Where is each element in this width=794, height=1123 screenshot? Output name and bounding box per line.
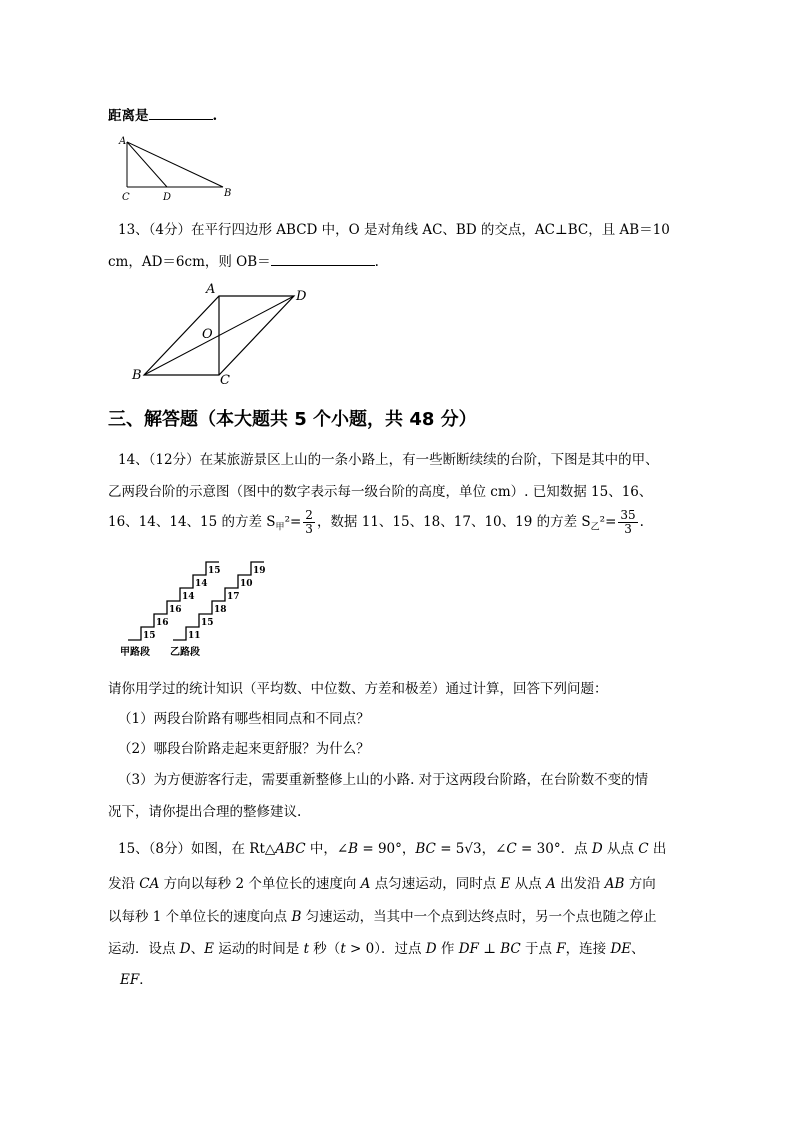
q13-label-d: D xyxy=(296,289,307,304)
q14-sub2: （2）哪段台阶路走起来更舒服？为什么？ xyxy=(118,741,370,757)
q13-line2: cm，AD＝6cm，则 OB＝ . xyxy=(108,250,379,270)
q15-line4: 运动．设点 D、E 运动的时间是 t 秒（t > 0）．过点 D 作 DF ⊥ BC 于点 F，连接 DE、 xyxy=(108,941,645,957)
stairs-jia-path xyxy=(128,562,219,640)
jia-step-6-height: 15 xyxy=(208,566,221,576)
yi-step-2-height: 15 xyxy=(201,618,214,628)
yi-segment-label: 乙路段 xyxy=(170,647,200,658)
jia-step-2-height: 16 xyxy=(156,618,169,628)
q12-edge-ab xyxy=(127,142,223,187)
q14-line2: 乙两段台阶的示意图（图中的数字表示每一级台阶的高度，单位 cm）. 已知数据 15、16、 xyxy=(108,484,653,500)
q12-label-a: A xyxy=(119,136,127,147)
section-3-title: 三、解答题（本大题共 5 个小题，共 48 分） xyxy=(108,409,477,430)
q13-label-a: A xyxy=(206,282,216,297)
jia-segment-label: 甲路段 xyxy=(120,647,150,658)
yi-step-5-height: 10 xyxy=(240,579,253,589)
q13-label-c: C xyxy=(220,373,230,388)
q14-line3: 16、14、14、15 的方差 $S_甲^2=$ $\frac{2}{3}$ ，数据 11、15、18、17、10、19 的方差 $S_乙^2=$ $\frac{35}{3}$ . xyxy=(108,508,644,536)
q14-sub3-line2: 况下，请你提出合理的整修建议. xyxy=(108,804,302,820)
q15-line3: 以每秒 1 个单位长的速度向点 B 匀速运动，当其中一个点到达终点时，另一个点也随之停止 xyxy=(108,909,657,925)
q12-label-c: C xyxy=(122,192,130,203)
q14-sub1: （1）两段台阶路有哪些相同点和不同点？ xyxy=(118,711,370,727)
yi-step-1-height: 11 xyxy=(188,631,201,641)
jia-step-4-height: 14 xyxy=(182,592,195,602)
yi-step-6-height: 19 xyxy=(253,566,266,576)
q15-line1: 15、（8分）如图，在 Rt△ABC 中，∠B = 90°，BC = 5√3，∠C = 30°．点 D 从点 C 出 xyxy=(118,841,667,857)
q14-sub3-line1: （3）为方便游客行走，需要重新整修上山的小路. 对于这两段台阶路，在台阶数不变的情 xyxy=(118,772,649,788)
q12-edge-ad xyxy=(127,142,167,187)
jia-step-3-height: 16 xyxy=(169,605,182,615)
q13-line1: 13、（4分）在平行四边形 ABCD 中，O 是对角线 AC、BD 的交点，AC⊥BC，且 AB＝10 xyxy=(118,222,670,238)
q15-line2: 发沿 CA 方向以每秒 2 个单位长的速度向 A 点匀速运动，同时点 E 从点 A 出发沿 AB 方向 xyxy=(108,876,656,892)
q14-stairs-figure xyxy=(118,550,293,660)
answer-blank[interactable] xyxy=(271,252,375,267)
stairs-height-labels xyxy=(143,566,266,641)
q14-line1: 14、（12分）在某旅游景区上山的一条小路上，有一些断断续续的台阶，下图是其中的甲、 xyxy=(118,452,659,468)
jia-step-1-height: 15 xyxy=(143,631,156,641)
q12-label-b: B xyxy=(224,188,232,199)
q13-parallelogram-figure xyxy=(126,278,316,388)
variance-jia-fraction: $\frac{2}{3}$ xyxy=(305,508,313,536)
q13-label-b: B xyxy=(132,368,142,383)
q15-line5: EF． xyxy=(120,972,153,988)
q12-text: 距离是 . xyxy=(108,104,217,124)
q12-triangle-figure xyxy=(110,132,240,204)
variance-yi-fraction: $\frac{35}{3}$ xyxy=(620,508,636,536)
q13-label-o: O xyxy=(202,327,213,342)
q14-prompt: 请你用学过的统计知识（平均数、中位数、方差和极差）通过计算，回答下列问题： xyxy=(108,681,608,697)
q12-label-d: D xyxy=(163,192,172,203)
yi-step-4-height: 17 xyxy=(227,592,240,602)
yi-step-3-height: 18 xyxy=(214,605,227,615)
jia-step-5-height: 14 xyxy=(195,579,208,589)
answer-blank[interactable] xyxy=(149,106,213,121)
